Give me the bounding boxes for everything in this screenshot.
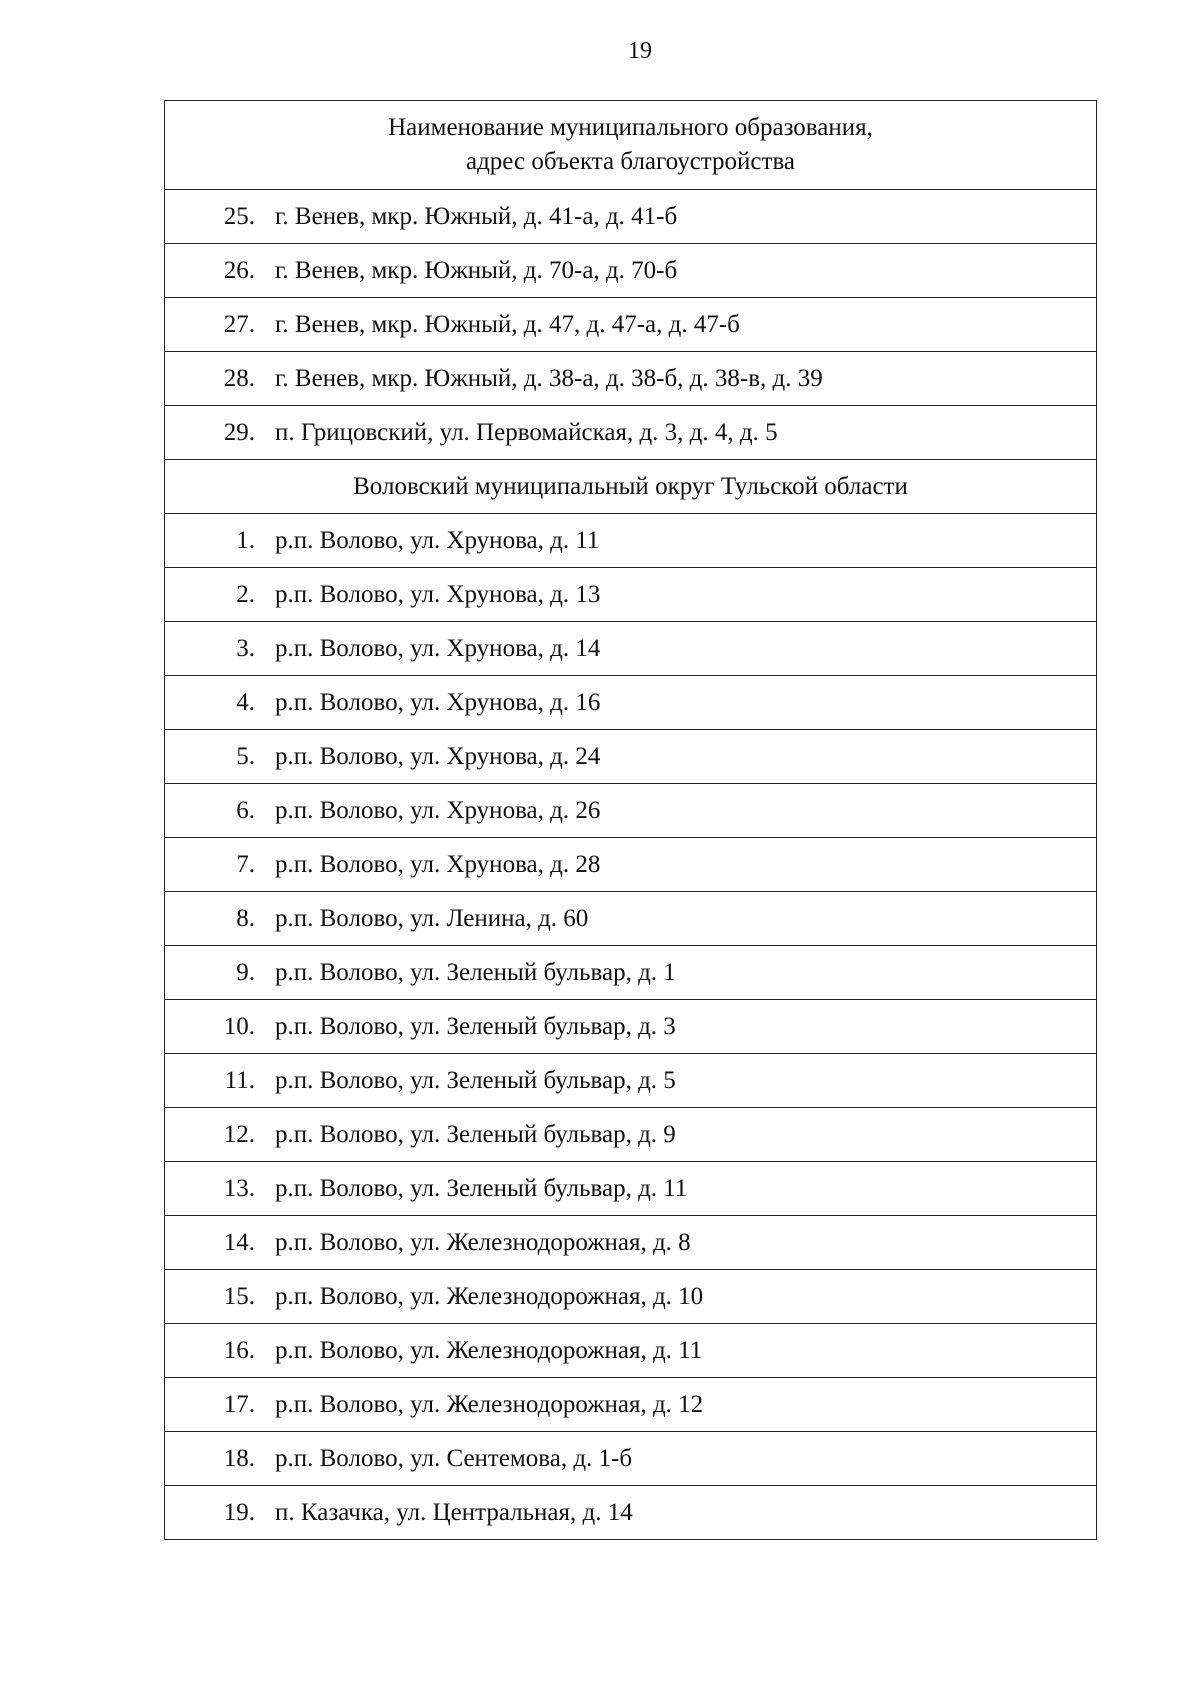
row-address: р.п. Волово, ул. Железнодорожная, д. 10 [275,1282,704,1310]
row-number: 11. [224,1066,255,1094]
table-row [165,837,1096,891]
row-address: г. Венев, мкр. Южный, д. 41-а, д. 41-б [275,202,678,230]
table-row [165,945,1096,999]
row-number: 2. [236,580,255,608]
row-number: 13. [223,1174,255,1202]
row-address: г. Венев, мкр. Южный, д. 38-а, д. 38-б, д. 38-в, д. 39 [275,364,823,392]
section-heading [165,459,1096,513]
row-address: р.п. Волово, ул. Зеленый бульвар, д. 9 [275,1120,676,1148]
row-address: р.п. Волово, ул. Хрунова, д. 11 [275,526,600,554]
row-number: 15. [223,1282,255,1310]
row-address: р.п. Волово, ул. Хрунова, д. 28 [275,850,601,878]
table-row [165,675,1096,729]
row-number: 27. [223,310,255,338]
row-number: 4. [236,688,255,716]
row-number: 29. [223,418,255,446]
row-number: 5. [236,742,255,770]
row-number: 9. [236,958,255,986]
row-address: р.п. Волово, ул. Железнодорожная, д. 8 [275,1228,691,1256]
row-address: р.п. Волово, ул. Железнодорожная, д. 12 [275,1390,704,1418]
table-row [165,243,1096,297]
row-number: 18. [223,1444,255,1472]
row-number: 14. [223,1228,255,1256]
row-number: 1. [236,526,255,554]
header-line-2: адрес объекта благоустройства [465,148,796,175]
table-row [165,621,1096,675]
row-address: р.п. Волово, ул. Зеленый бульвар, д. 3 [275,1012,676,1040]
row-number: 19. [223,1498,255,1526]
page-number: 19 [628,38,652,64]
table-row [165,1377,1096,1431]
row-address: п. Казачка, ул. Центральная, д. 14 [275,1498,633,1526]
table-row [165,1107,1096,1161]
row-number: 25. [223,202,255,230]
table-row [165,1161,1096,1215]
table-row [165,513,1096,567]
row-number: 3. [236,634,255,662]
table-row [165,783,1096,837]
table-row [165,1431,1096,1485]
row-number: 10. [223,1012,255,1040]
table-row [165,891,1096,945]
row-address: р.п. Волово, ул. Хрунова, д. 13 [275,580,601,608]
row-address: р.п. Волово, ул. Хрунова, д. 26 [275,796,601,824]
row-address: р.п. Волово, ул. Зеленый бульвар, д. 1 [275,958,676,986]
table-header [165,101,1096,189]
row-address: р.п. Волово, ул. Сентемова, д. 1-б [275,1444,633,1472]
row-number: 7. [236,850,255,878]
row-address: р.п. Волово, ул. Ленина, д. 60 [275,904,589,932]
table-row [165,1269,1096,1323]
header-line-1: Наименование муниципального образования, [388,114,873,141]
row-address: р.п. Волово, ул. Хрунова, д. 16 [275,688,601,716]
row-address: п. Грицовский, ул. Первомайская, д. 3, д. 4, д. 5 [275,418,778,446]
table-row [165,1485,1096,1539]
table-row [165,405,1096,459]
table-row [165,567,1096,621]
row-address: р.п. Волово, ул. Зеленый бульвар, д. 5 [275,1066,676,1094]
row-number: 17. [223,1390,255,1418]
row-number: 26. [223,256,255,284]
row-address: р.п. Волово, ул. Хрунова, д. 14 [275,634,601,662]
table-row [165,351,1096,405]
table-row [165,297,1096,351]
address-table [164,100,1097,1540]
row-number: 6. [236,796,255,824]
row-address: г. Венев, мкр. Южный, д. 47, д. 47-а, д. 47-б [275,310,740,338]
row-number: 16. [223,1336,255,1364]
row-address: р.п. Волово, ул. Железнодорожная, д. 11 [275,1336,703,1364]
table-row [165,729,1096,783]
table-row [165,1323,1096,1377]
row-address: г. Венев, мкр. Южный, д. 70-а, д. 70-б [275,256,678,284]
row-number: 8. [236,904,255,932]
row-address: р.п. Волово, ул. Хрунова, д. 24 [275,742,601,770]
table-row [165,1053,1096,1107]
row-number: 28. [223,364,255,392]
table-row [165,999,1096,1053]
table-row [165,1215,1096,1269]
table-row [165,189,1096,243]
section-title: Воловский муниципальный округ Тульской области [353,472,908,500]
row-address: р.п. Волово, ул. Зеленый бульвар, д. 11 [275,1174,688,1202]
row-number: 12. [223,1120,255,1148]
